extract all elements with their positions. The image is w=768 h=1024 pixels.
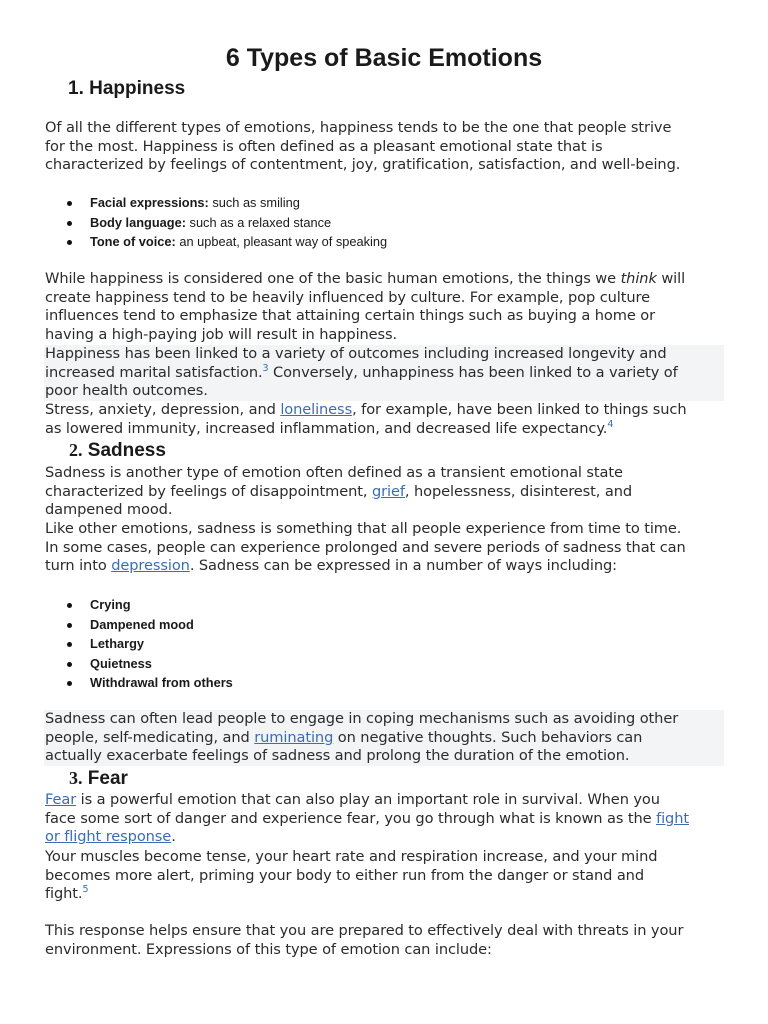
footnote-ref-4[interactable]: 4 [607, 418, 614, 430]
text-fragment: . [171, 828, 176, 846]
text-fragment: increased marital satisfaction. [45, 363, 263, 381]
fear-intro-paragraph [45, 791, 730, 847]
sadness-intro-paragraph [45, 464, 730, 520]
grief-link[interactable]: grief [371, 482, 405, 500]
text-fragment: Stress, anxiety, depression, and [45, 401, 281, 418]
depression-link[interactable]: depression [111, 557, 190, 575]
list-item [66, 634, 233, 654]
text-line [45, 810, 730, 829]
text-line: actually exacerbate feelings of sadness and prolong the duration of the emotion. [45, 747, 630, 765]
text-line [45, 828, 730, 847]
heading-happiness: 1. Happiness [68, 78, 186, 99]
list-item [66, 673, 233, 693]
fight-or-flight-link[interactable]: or flight response [45, 828, 172, 846]
heading-text: Sadness [87, 440, 166, 461]
happiness-stress-paragraph [45, 401, 730, 438]
text-line [45, 885, 730, 904]
text-fragment: fight. [45, 885, 83, 903]
bullet-label: Tone of voice: [90, 234, 176, 250]
list-item [66, 232, 387, 252]
text-line: influences tend to emphasize that attaining certain things such as buying a home or [45, 307, 655, 325]
fear-link[interactable]: Fear [45, 791, 77, 808]
bullet-text: Crying [90, 597, 131, 612]
text-fragment: is a powerful emotion that can also play an important role in survival. When you [76, 791, 660, 808]
fight-or-flight-link[interactable]: fight [656, 809, 689, 827]
text-line [45, 791, 730, 810]
text-line: Like other emotions, sadness is something that all people experience from time to time. [45, 520, 682, 537]
text-fragment: people, self-medicating, and [45, 728, 255, 746]
emphasis-think: think [620, 270, 657, 287]
bullet-text: Lethargy [90, 636, 145, 652]
text-line: create happiness tend to be heavily influenced by culture. For example, pop culture [45, 288, 650, 306]
text-fragment: , hopelessness, disinterest, and [404, 482, 633, 500]
bullet-text: Quietness [90, 655, 152, 671]
text-line: Sadness can often lead people to engage in coping mechanisms such as avoiding other [45, 710, 679, 727]
footnote-ref-5[interactable]: 5 [82, 884, 89, 896]
text-line [45, 483, 730, 502]
heading-text: Fear [87, 768, 128, 789]
text-line: characterized by feelings of contentment, joy, gratification, satisfaction, and well-being. [45, 156, 681, 174]
page-title: 6 Types of Basic Emotions [225, 44, 543, 72]
fear-expressions-paragraph [45, 922, 730, 959]
text-line: In some cases, people can experience prolonged and severe periods of sadness that can [45, 538, 686, 556]
text-line: having a high-paying job will result in happiness. [45, 326, 398, 344]
text-line [45, 729, 724, 748]
text-line: becomes more alert, priming your body to either run from the danger or stand and [45, 866, 644, 884]
text-line: dampened mood. [45, 501, 173, 519]
text-line [45, 364, 724, 383]
text-fragment: . Sadness can be expressed in a number of ways including: [189, 557, 618, 575]
bullet-label: Body language: [90, 214, 186, 230]
text-fragment: will [656, 270, 686, 287]
text-line: Of all the different types of emotions, happiness tends to be the one that people strive [45, 119, 672, 136]
text-fragment: on negative thoughts. Such behaviors can [333, 728, 643, 746]
list-item [66, 654, 233, 674]
bullet-text: Withdrawal from others [90, 675, 233, 691]
happiness-culture-paragraph [45, 270, 730, 345]
text-fragment: While happiness is considered one of the basic human emotions, the things we [45, 270, 621, 287]
heading-number: 2. [69, 440, 83, 460]
list-item [66, 193, 387, 213]
fear-response-paragraph [45, 848, 730, 904]
sadness-coping-paragraph [44, 710, 724, 766]
footnote-ref-3[interactable]: 3 [262, 362, 269, 374]
text-line: poor health outcomes. [45, 382, 208, 400]
loneliness-link[interactable]: loneliness [280, 401, 353, 418]
text-fragment: characterized by feelings of disappointment, [45, 482, 372, 500]
text-line [45, 420, 730, 439]
heading-sadness [69, 440, 166, 462]
list-item [66, 213, 387, 233]
text-line: Your muscles become tense, your heart rate and respiration increase, and your mind [45, 848, 658, 865]
text-fragment: , for example, have been linked to things such [352, 401, 687, 418]
bullet-text: such as smiling [208, 195, 300, 210]
sadness-expressions-list [66, 595, 233, 693]
text-line [45, 401, 730, 420]
text-line [45, 557, 730, 576]
list-item [66, 615, 233, 635]
text-fragment: as lowered immunity, increased inflammation, and decreased life expectancy. [45, 419, 608, 437]
text-line: This response helps ensure that you are prepared to effectively deal with threats in your [45, 922, 684, 939]
list-item [66, 595, 233, 615]
bullet-label: Facial expressions: [90, 195, 209, 210]
text-line: for the most. Happiness is often defined as a pleasant emotional state that is [45, 137, 603, 155]
sadness-experience-paragraph [45, 520, 730, 576]
text-line: Happiness has been linked to a variety of outcomes including increased longevity and [45, 345, 667, 362]
happiness-intro-paragraph [45, 119, 730, 175]
text-line: environment. Expressions of this type of emotion can include: [45, 940, 492, 958]
text-fragment: turn into [45, 557, 112, 575]
text-fragment: Conversely, unhappiness has been linked to a variety of [268, 363, 678, 381]
bullet-text: Dampened mood [90, 616, 194, 632]
heading-fear [69, 768, 128, 790]
text-line [45, 270, 730, 289]
happiness-expressions-list [66, 193, 387, 252]
bullet-text: such as a relaxed stance [185, 214, 332, 230]
ruminating-link[interactable]: ruminating [254, 728, 334, 746]
heading-number: 3. [69, 768, 83, 788]
text-fragment: face some sort of danger and experience fear, you go through what is known as the [45, 809, 657, 827]
text-line: Sadness is another type of emotion often defined as a transient emotional state [45, 464, 623, 481]
bullet-text: an upbeat, pleasant way of speaking [175, 234, 388, 250]
happiness-outcomes-paragraph [44, 345, 724, 401]
